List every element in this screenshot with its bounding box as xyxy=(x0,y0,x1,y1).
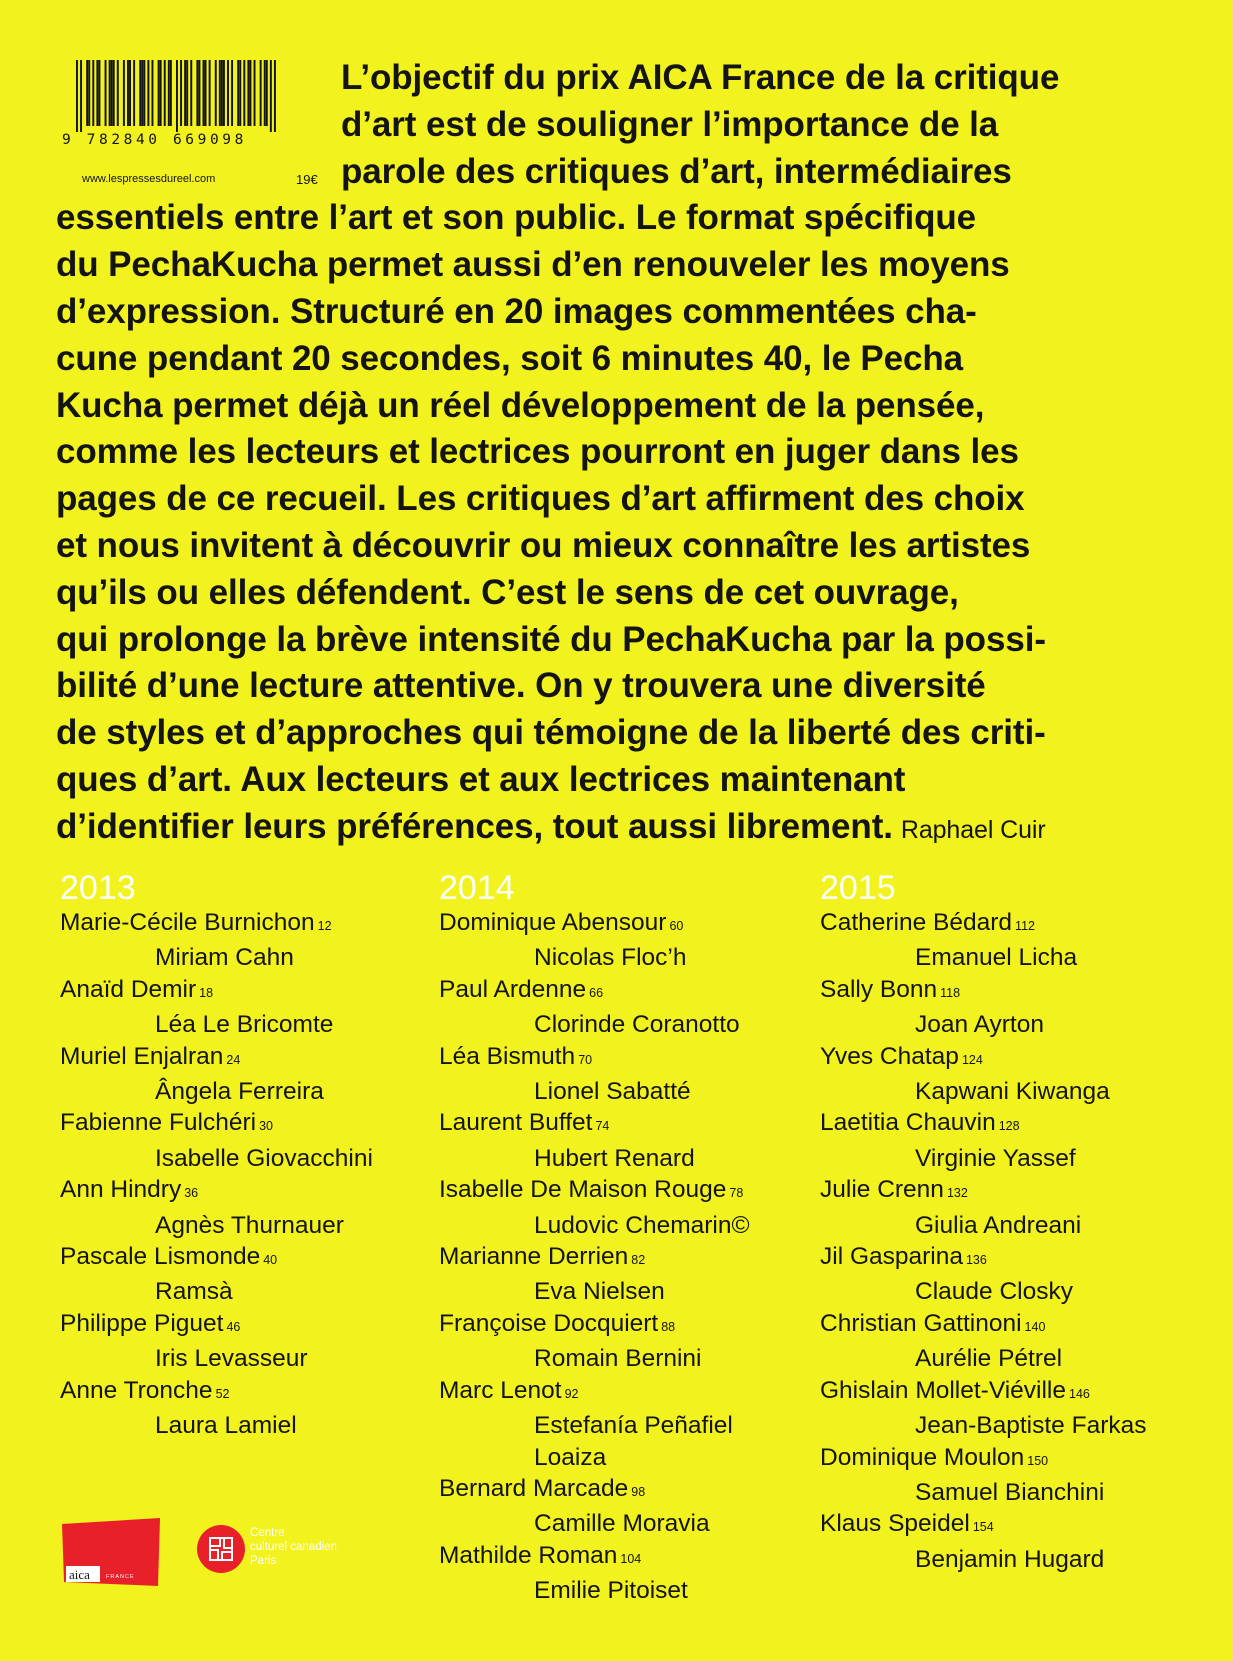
price: 19€ xyxy=(296,172,318,187)
page-number: 30 xyxy=(259,1119,274,1134)
entry xyxy=(439,1107,819,1174)
intro-line: Kucha permet déjà un réel développement de la pensée, xyxy=(56,385,985,425)
critic-name: Marianne Derrien xyxy=(439,1243,629,1271)
critic-name: Philippe Piguet xyxy=(60,1309,224,1337)
ccc-logo-text xyxy=(250,1526,337,1568)
ccc-line: culturel canadien xyxy=(250,1541,337,1553)
artist-name: Agnès Thurnauer xyxy=(155,1211,344,1239)
critic-line xyxy=(820,1041,1200,1076)
ccc-line: Paris xyxy=(250,1555,277,1567)
aica-logo-subtext: FRANCE xyxy=(106,1574,135,1580)
artist-name: Jean-Baptiste Farkas xyxy=(915,1412,1147,1440)
page-number: 150 xyxy=(1027,1453,1049,1468)
page-number: 98 xyxy=(631,1484,646,1499)
critic-line xyxy=(820,907,1200,942)
isbn-number: 9 782840 669098 xyxy=(62,132,247,148)
intro-line: parole des critiques d’art, intermédiaires xyxy=(341,151,1012,191)
entry xyxy=(439,974,819,1041)
page-number: 74 xyxy=(595,1119,610,1134)
page-number: 140 xyxy=(1024,1319,1046,1334)
page-number: 70 xyxy=(578,1052,593,1067)
entry xyxy=(60,1041,440,1108)
critic-line xyxy=(820,1508,1200,1543)
artist-name: Iris Levasseur xyxy=(155,1345,308,1373)
entry xyxy=(439,1375,819,1473)
critic-name: Anne Tronche xyxy=(60,1376,213,1404)
entry xyxy=(820,1241,1200,1308)
critic-line xyxy=(439,1375,819,1410)
page-number: 60 xyxy=(669,919,684,933)
intro-line: et nous invitent à découvrir ou mieux connaître les artistes xyxy=(56,525,1031,565)
critic-line xyxy=(820,1308,1200,1343)
page-number: 104 xyxy=(620,1551,642,1566)
artist-name: Hubert Renard xyxy=(534,1144,695,1172)
artist-name: Lionel Sabatté xyxy=(534,1078,691,1106)
page-number: 118 xyxy=(940,985,961,1000)
page-number: 136 xyxy=(965,1253,987,1268)
intro-line: qui prolonge la brève intensité du PechaKucha par la possi- xyxy=(56,619,1046,659)
intro-line: comme les lecteurs et lectrices pourront en juger dans les xyxy=(56,432,1019,472)
critic-line xyxy=(439,1174,819,1209)
artist-name: Romain Bernini xyxy=(534,1345,702,1373)
artist-name-cont: Loaiza xyxy=(534,1443,607,1471)
intro-text xyxy=(56,55,1206,854)
artist-name: Samuel Bianchini xyxy=(915,1478,1105,1506)
critic-name: Dominique Abensour xyxy=(439,909,667,936)
page-number: 92 xyxy=(564,1386,579,1401)
page-number: 132 xyxy=(946,1186,968,1201)
critic-name: Anaïd Demir xyxy=(60,975,197,1003)
critic-line xyxy=(820,1107,1200,1142)
critic-line xyxy=(820,1442,1200,1477)
year-column-2015 xyxy=(820,868,1200,1575)
critic-line xyxy=(439,1241,819,1276)
critic-name: Klaus Speidel xyxy=(820,1510,970,1538)
aica-logo-text: aica xyxy=(69,1567,90,1582)
critic-line xyxy=(439,907,819,942)
critic-line xyxy=(60,1174,440,1209)
critic-line xyxy=(439,1308,819,1343)
artist-name: Benjamin Hugard xyxy=(915,1545,1105,1573)
critic-line xyxy=(820,1375,1200,1410)
page-number: 46 xyxy=(226,1319,241,1334)
entry xyxy=(439,1540,819,1607)
critic-name: Dominique Moulon xyxy=(820,1443,1025,1471)
entry xyxy=(60,974,440,1041)
artist-name: Virginie Yassef xyxy=(915,1144,1076,1172)
critic-name: Bernard Marcade xyxy=(439,1474,629,1502)
intro-line: L’objectif du prix AICA France de la critique xyxy=(341,58,1060,97)
publisher-url: www.lespressesdureel.com xyxy=(82,173,216,185)
critic-name: Julie Crenn xyxy=(820,1176,944,1204)
year-heading: 2013 xyxy=(60,869,136,907)
artist-name: Camille Moravia xyxy=(534,1510,710,1538)
entry xyxy=(60,1174,440,1241)
entry xyxy=(60,1241,440,1308)
critic-name: Pascale Lismonde xyxy=(60,1243,261,1271)
page-number: 82 xyxy=(631,1253,646,1268)
artist-name: Eva Nielsen xyxy=(534,1278,665,1306)
critic-name: Muriel Enjalran xyxy=(60,1042,224,1070)
critic-name: Fabienne Fulchéri xyxy=(60,1109,257,1137)
critic-name: Isabelle De Maison Rouge xyxy=(439,1176,727,1204)
artist-name: Isabelle Giovacchini xyxy=(155,1144,373,1172)
entry xyxy=(439,1308,819,1375)
author-name: Raphael Cuir xyxy=(900,815,1046,844)
artist-name: Laura Lamiel xyxy=(155,1412,297,1440)
critic-line xyxy=(60,1375,440,1410)
artist-name: Ludovic Chemarin© xyxy=(534,1211,750,1239)
intro-line-text: d’identifier leurs préférences, tout aussi librement. xyxy=(56,806,893,846)
entry xyxy=(439,1473,819,1540)
ccc-logo-icon xyxy=(196,1524,246,1574)
year-heading: 2015 xyxy=(820,869,896,907)
critic-line xyxy=(60,974,440,1009)
critic-line xyxy=(820,1174,1200,1209)
entry xyxy=(60,1308,440,1375)
critic-line xyxy=(60,1107,440,1142)
critic-line xyxy=(439,1473,819,1508)
page-number: 112 xyxy=(1015,919,1035,933)
page-number: 154 xyxy=(972,1520,994,1535)
critic-name: Léa Bismuth xyxy=(439,1042,576,1070)
ccc-line: Centre xyxy=(250,1527,285,1539)
intro-line: du PechaKucha permet aussi d’en renouveler les moyens xyxy=(56,245,1010,285)
intro-line: cune pendant 20 secondes, soit 6 minutes 40, le Pecha xyxy=(56,338,963,378)
artist-name: Ângela Ferreira xyxy=(155,1078,324,1106)
page-number: 24 xyxy=(226,1052,241,1067)
artist-name: Aurélie Pétrel xyxy=(915,1345,1063,1373)
entry xyxy=(820,1107,1200,1174)
critic-line xyxy=(439,1107,819,1142)
entry xyxy=(820,1508,1200,1575)
critic-name: Laetitia Chauvin xyxy=(820,1109,996,1137)
critic-name: Marc Lenot xyxy=(439,1376,562,1404)
artist-name: Giulia Andreani xyxy=(915,1211,1082,1239)
entry xyxy=(820,1174,1200,1241)
entry xyxy=(820,1442,1200,1509)
artist-name: Estefanía Peñafiel xyxy=(534,1412,733,1440)
critic-name: Yves Chatap xyxy=(820,1042,959,1070)
critic-name: Ghislain Mollet-Viéville xyxy=(820,1376,1067,1404)
artist-name: Joan Ayrton xyxy=(915,1011,1044,1039)
artist-name: Kapwani Kiwanga xyxy=(915,1078,1110,1106)
entry xyxy=(60,1107,440,1174)
critic-name: Laurent Buffet xyxy=(439,1109,593,1137)
entry xyxy=(439,1174,819,1241)
entry xyxy=(820,907,1200,974)
page-number: 36 xyxy=(184,1186,199,1201)
critic-line xyxy=(60,1308,440,1343)
artist-name: Emanuel Licha xyxy=(915,944,1078,972)
critic-line xyxy=(439,974,819,1009)
intro-line: de styles et d’approches qui témoigne de la liberté des criti- xyxy=(56,713,1046,753)
page-number: 52 xyxy=(215,1386,230,1401)
year-heading: 2014 xyxy=(439,869,515,907)
page-number: 12 xyxy=(317,919,332,933)
artist-name: Emilie Pitoiset xyxy=(534,1577,688,1605)
page-number: 66 xyxy=(589,985,604,1000)
entry xyxy=(439,1041,819,1108)
entry xyxy=(60,907,440,974)
page-number: 124 xyxy=(961,1052,983,1067)
entry xyxy=(60,1375,440,1442)
critic-name: Catherine Bédard xyxy=(820,909,1013,936)
critic-line xyxy=(60,1041,440,1076)
intro-line: qu’ils ou elles défendent. C’est le sens de cet ouvrage, xyxy=(56,572,959,612)
critic-line xyxy=(60,1241,440,1276)
entry xyxy=(820,1375,1200,1442)
entry xyxy=(820,1308,1200,1375)
artist-name: Nicolas Floc’h xyxy=(534,944,687,972)
critic-name: Paul Ardenne xyxy=(439,975,587,1003)
intro-line: d’art est de souligner l’importance de la xyxy=(341,104,999,144)
artist-name: Ramsà xyxy=(155,1278,233,1306)
page-number: 128 xyxy=(998,1119,1020,1134)
artist-name: Miriam Cahn xyxy=(155,944,294,972)
page-number: 40 xyxy=(263,1253,278,1268)
year-column-2014 xyxy=(439,868,819,1607)
intro-line-last xyxy=(56,804,1206,854)
critic-line xyxy=(820,1241,1200,1276)
page-number: 18 xyxy=(199,985,214,1000)
critic-name: Marie-Cécile Burnichon xyxy=(60,909,315,936)
entry xyxy=(820,1041,1200,1108)
critic-name: Sally Bonn xyxy=(820,975,938,1003)
entry xyxy=(439,907,819,974)
aica-logo xyxy=(60,1518,162,1588)
page-number: 146 xyxy=(1069,1386,1090,1401)
intro-line: d’expression. Structuré en 20 images commentées cha- xyxy=(56,291,977,331)
artist-name: Clorinde Coranotto xyxy=(534,1011,740,1039)
critic-line xyxy=(820,974,1200,1009)
page-number: 88 xyxy=(661,1319,676,1334)
entry xyxy=(820,974,1200,1041)
artist-name: Léa Le Bricomte xyxy=(155,1011,334,1039)
critic-name: Jil Gasparina xyxy=(820,1243,963,1271)
intro-line: ques d’art. Aux lecteurs et aux lectrices maintenant xyxy=(56,759,906,799)
critic-line xyxy=(439,1041,819,1076)
critic-name: Christian Gattinoni xyxy=(820,1309,1022,1337)
entry xyxy=(439,1241,819,1308)
critic-name: Ann Hindry xyxy=(60,1176,182,1204)
critic-line xyxy=(439,1540,819,1575)
intro-line: essentiels entre l’art et son public. Le format spécifique xyxy=(56,198,977,238)
critic-line xyxy=(60,907,440,942)
critic-name: Françoise Docquiert xyxy=(439,1309,659,1337)
critic-name: Mathilde Roman xyxy=(439,1541,618,1569)
intro-line: bilité d’une lecture attentive. On y trouvera une diversité xyxy=(56,666,986,706)
artist-name: Claude Closky xyxy=(915,1278,1073,1306)
page-number: 78 xyxy=(729,1186,744,1201)
year-column-2013 xyxy=(60,868,440,1442)
intro-line: pages de ce recueil. Les critiques d’art affirment des choix xyxy=(56,479,1025,519)
